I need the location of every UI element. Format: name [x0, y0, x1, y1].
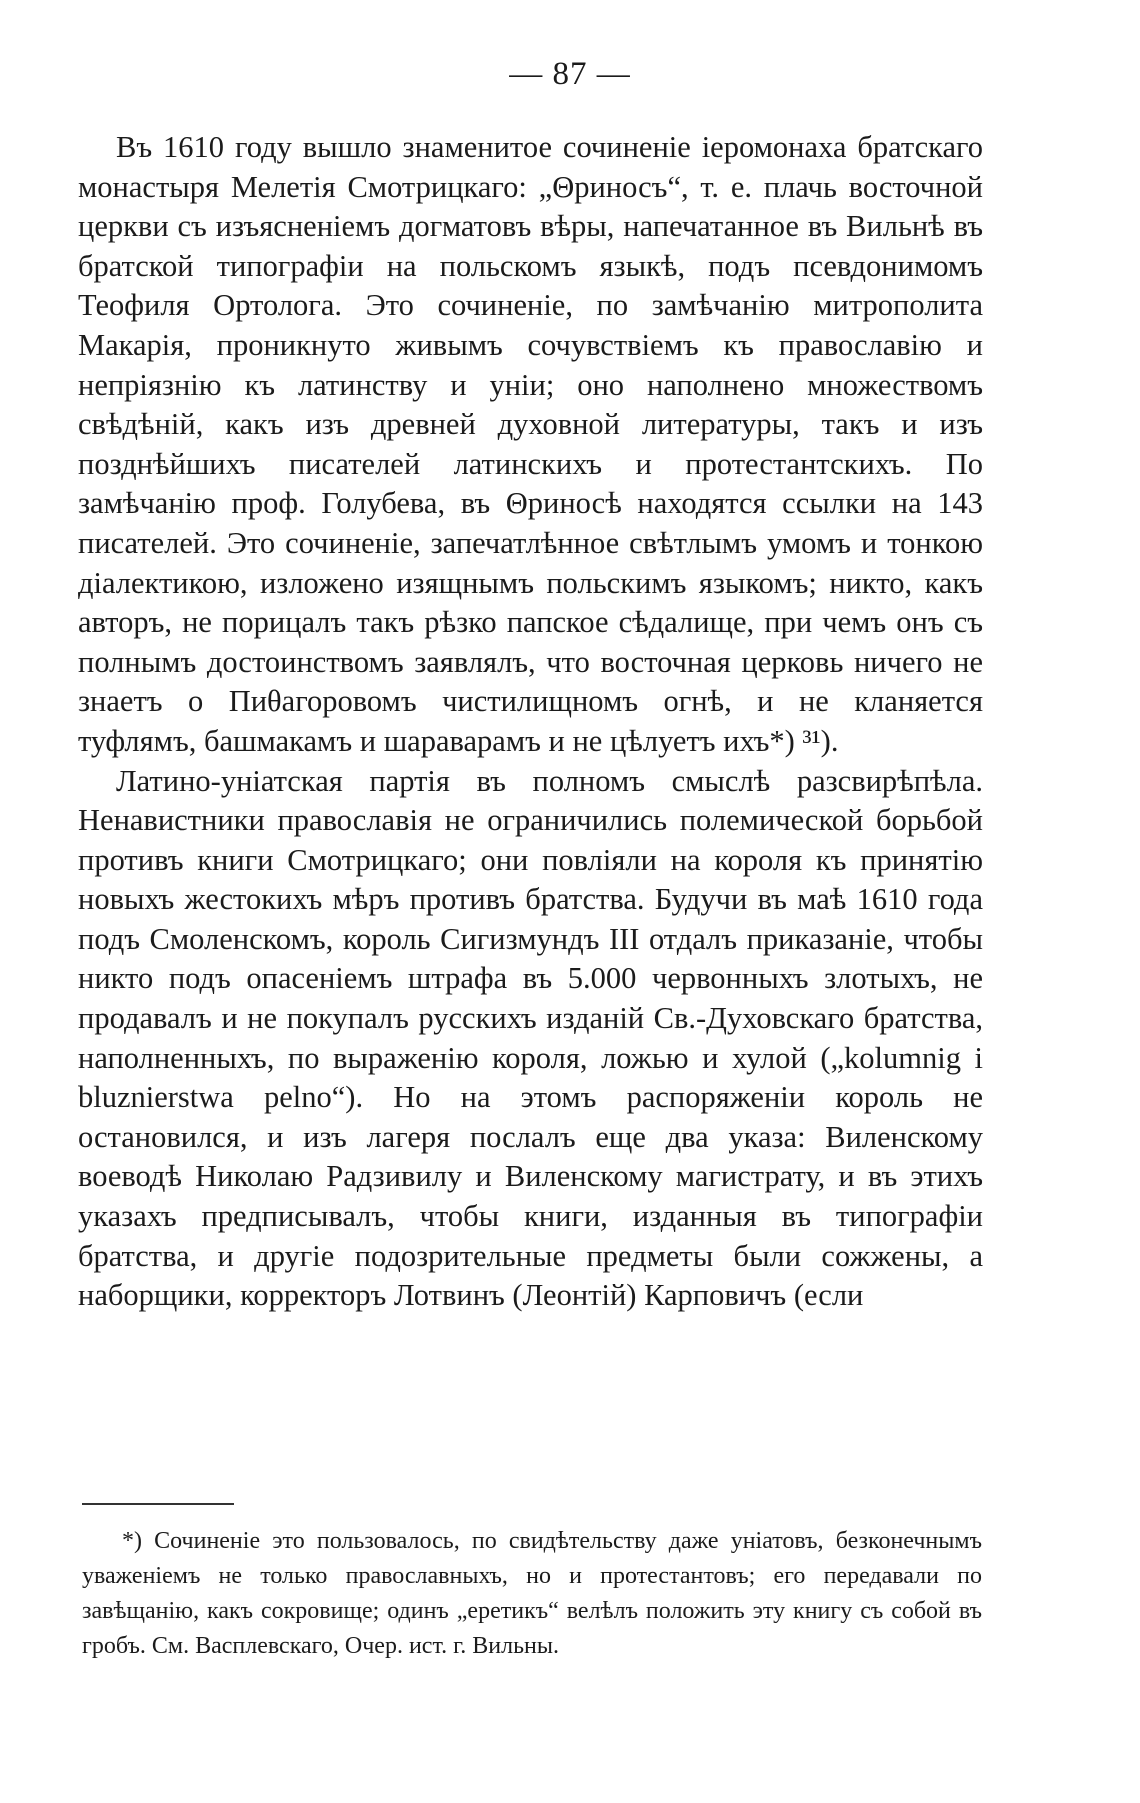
footnote-text: *) Сочиненіе это пользовалось, по свидѣтельству даже уніатовъ, безконечнымъ уваженіемъ не только православныхъ, но и протестантовъ; его передавали по завѣщанію, какъ сокровище; одинъ „еретикъ“ велѣлъ положить эту книгу съ собой въ гробъ. См. Васплевскаго, Очер. ист. г. Вильны.	[82, 1528, 982, 1659]
paragraph-uniate-party: Латино-уніатская партія въ полномъ смыслѣ разсвирѣпѣла. Ненавистники православія не ограничились полемической борьбой противъ книги Смотрицкаго; они повліяли на короля къ принятію новыхъ жестокихъ мѣръ противъ братства. Будучи въ маѣ 1610 года подъ Смоленскомъ, король Сигизмундъ III отдалъ приказаніе, чтобы никто подъ опасеніемъ штрафа въ 5.000 червонныхъ злотыхъ, не продавалъ и не покупалъ русскихъ изданій Св.-Духовскаго братства, наполненныхъ, по выраженію короля, ложью и хулой („kolumnig i bluznierstwa pelno“). Но на этомъ распоряженіи король не остановился, и изъ лагеря послалъ еще два указа: Виленскому воеводѣ Николаю Радзивилу и Виленскому магистрату, и въ этихъ указахъ предписывалъ, чтобы книги, изданныя въ типографіи братства, и другіе подозрительные предметы были сожжены, а наборщики, корректоръ Лотвинъ (Леонтій) Карповичъ (если	[78, 763, 983, 1313]
footnote	[82, 1524, 982, 1664]
paragraph-thrinos: Въ 1610 году вышло знаменитое сочиненіе іеромонаха братскаго монастыря Мелетія Смотрицкаго: „Θриносъ“, т. е. плачь восточной церкви съ изъясненіемъ догматовъ вѣры, напечатанное въ Вильнѣ въ братской типографіи на польскомъ языкѣ, подъ псевдонимомъ Теофиля Ортолога. Это сочиненіе, по замѣчанію митрополита Макарія, проникнуто живымъ сочувствіемъ къ православію и непріязнію къ латинству и уніи; оно наполнено множествомъ свѣдѣній, какъ изъ древней духовной литературы, такъ и изъ позднѣйшихъ писателей латинскихъ и протестантскихъ. По замѣчанію проф. Голубева, въ Θриносѣ находятся ссылки на 143 писателей. Это сочиненіе, запечатлѣнное свѣтлымъ умомъ и тонкою діалектикою, изложено изящнымъ польскимъ языкомъ; никто, какъ авторъ, не порицалъ такъ рѣзко папское сѣдалище, при чемъ онъ съ полнымъ достоинствомъ заявлялъ, что восточная церковь ничего не знаетъ о Пиθагоровомъ чистилищномъ огнѣ, и не кланяется туфлямъ, башмакамъ и шараварамъ и не цѣлуетъ ихъ*) ³¹).	[78, 130, 983, 758]
footnote-divider	[82, 1503, 234, 1505]
page-number: — 87 —	[509, 56, 631, 92]
main-text	[78, 128, 983, 1316]
